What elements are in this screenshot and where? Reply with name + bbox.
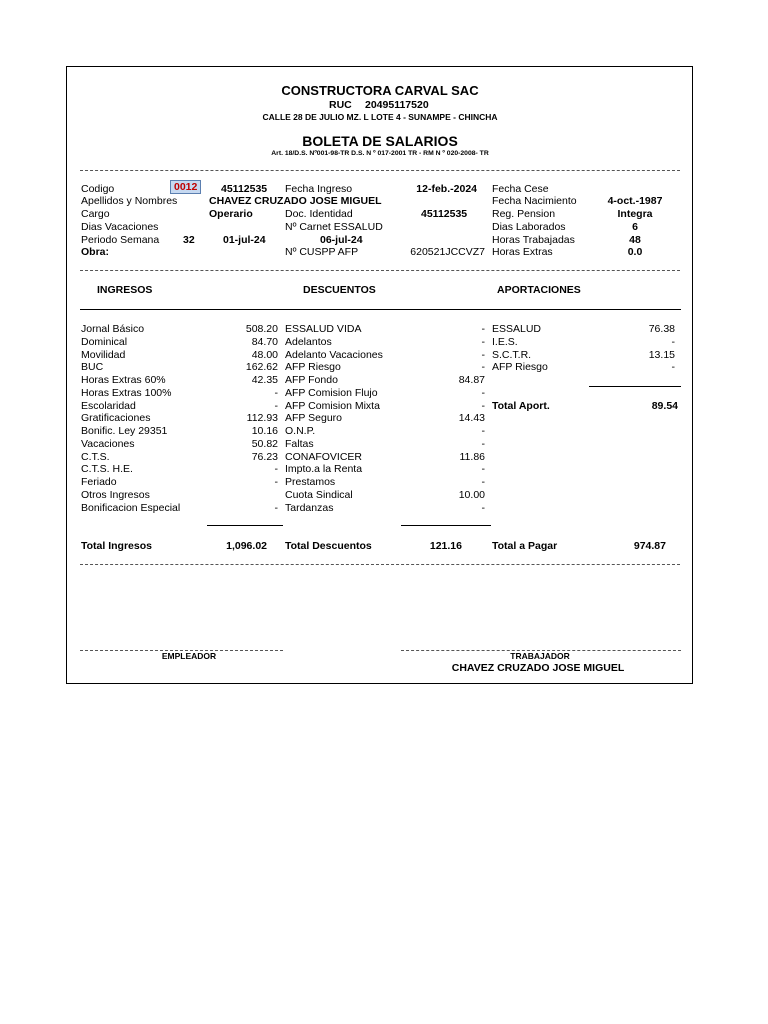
nombres-label: Apellidos y Nombres — [81, 195, 178, 207]
ingresos-header: INGRESOS — [97, 284, 153, 296]
descuento-label: CONAFOVICER — [285, 450, 363, 463]
company-name: CONSTRUCTORA CARVAL SAC — [281, 83, 479, 98]
document-title: BOLETA DE SALARIOS — [302, 133, 458, 149]
descuento-label: Cuota Sindical — [285, 488, 353, 501]
ingreso-value: 84.70 — [251, 335, 278, 348]
horas-trabajadas-label: Horas Trabajadas — [492, 234, 575, 246]
ingreso-label: Gratificaciones — [81, 412, 151, 425]
empleador-label: EMPLEADOR — [161, 651, 217, 661]
descuento-value: - — [481, 463, 485, 476]
trabajador-name: CHAVEZ CRUZADO JOSE MIGUEL — [451, 662, 625, 674]
reg-pension-label: Reg. Pension — [492, 208, 556, 220]
divider — [80, 564, 680, 565]
obra-label: Obra: — [81, 246, 110, 258]
ingreso-label: C.T.S. — [81, 450, 110, 463]
ingreso-label: BUC — [81, 361, 104, 374]
descuento-value: - — [481, 386, 485, 399]
ingreso-value: 76.23 — [251, 450, 278, 463]
ingresos-subtotal-rule — [207, 525, 283, 526]
ingreso-label: Vacaciones — [81, 437, 135, 450]
ingreso-value: 508.20 — [245, 323, 278, 335]
ruc-value: 20495117520 — [365, 99, 429, 111]
nombres-value: CHAVEZ CRUZADO JOSE MIGUEL — [209, 195, 382, 207]
ingreso-label: Otros Ingresos — [81, 488, 150, 501]
descuento-value: 14.43 — [458, 412, 485, 425]
periodo-hasta: 06-jul-24 — [320, 234, 363, 246]
ingreso-label: Bonific. Ley 29351 — [81, 425, 168, 437]
periodo-desde: 01-jul-24 — [223, 234, 266, 246]
ingreso-value: - — [274, 501, 278, 514]
descuento-value: - — [481, 399, 485, 412]
descuento-value: - — [481, 476, 485, 488]
descuento-label: AFP Comision Mixta — [285, 399, 380, 412]
doc-identidad-value: 45112535 — [421, 208, 468, 220]
total-descuentos-value: 121.16 — [429, 540, 462, 552]
carnet-essalud-label: Nº Carnet ESSALUD — [285, 221, 383, 233]
descuento-value: 11.86 — [459, 450, 485, 463]
cuspp-label: Nº CUSPP AFP — [285, 246, 359, 258]
fecha-ingreso-label: Fecha Ingreso — [285, 183, 353, 195]
ingreso-label: Horas Extras 60% — [81, 374, 166, 386]
total-aport-value: 89.54 — [651, 400, 678, 412]
aportacion-value: - — [671, 335, 675, 348]
ingreso-value: 48.00 — [251, 348, 278, 361]
aportaciones-subtotal-rule — [589, 386, 681, 387]
aportacion-label: ESSALUD — [492, 323, 542, 335]
descuento-label: Adelantos — [285, 335, 332, 348]
total-ingresos-label: Total Ingresos — [81, 540, 152, 552]
ingreso-label: Dominical — [81, 335, 128, 348]
descuentos-header: DESCUENTOS — [303, 284, 376, 296]
descuento-value: - — [481, 335, 485, 348]
aportacion-label: S.C.T.R. — [492, 348, 532, 361]
ingreso-label: C.T.S. H.E. — [81, 463, 133, 476]
descuento-label: Faltas — [285, 437, 314, 450]
doc-identidad-label: Doc. Identidad — [285, 208, 353, 220]
total-ingresos-value: 1,096.02 — [226, 540, 267, 552]
descuento-value: - — [481, 348, 485, 361]
fecha-nacimiento-value: 4-oct.-1987 — [607, 195, 663, 207]
total-pagar-value: 974.87 — [633, 540, 666, 552]
ingreso-label: Bonificacion Especial — [81, 501, 181, 514]
ingreso-label: Feriado — [81, 476, 117, 488]
aportacion-label: AFP Riesgo — [492, 361, 548, 374]
horas-extras-label: Horas Extras — [492, 246, 553, 258]
ingreso-value: 112.93 — [246, 412, 278, 425]
periodo-semana-label: Periodo Semana — [81, 234, 160, 246]
aportacion-label: I.E.S. — [492, 335, 518, 348]
codigo-label: Codigo — [81, 183, 115, 195]
horas-trabajadas-value: 48 — [629, 234, 641, 246]
ingreso-value: - — [274, 463, 278, 476]
fecha-ingreso-value: 12-feb.-2024 — [416, 183, 477, 195]
descuento-value: - — [481, 437, 485, 450]
descuentos-subtotal-rule — [401, 525, 491, 526]
ingreso-value: 10.16 — [251, 425, 278, 437]
total-descuentos-label: Total Descuentos — [285, 540, 372, 552]
cargo-label: Cargo — [81, 208, 110, 220]
descuento-value: 10.00 — [458, 488, 485, 501]
descuento-label: Impto.a la Renta — [285, 463, 363, 476]
ingreso-value: - — [274, 386, 278, 399]
ingreso-value: - — [274, 399, 278, 412]
total-aport-label: Total Aport. — [492, 400, 550, 412]
ingreso-label: Horas Extras 100% — [81, 386, 172, 399]
legal-reference: Art. 18/D.S. Nº001-98-TR D.S. N º 017-2001 TR - RM N º 020-2008- TR — [271, 150, 489, 157]
descuento-label: AFP Fondo — [285, 374, 338, 386]
fecha-nacimiento-label: Fecha Nacimiento — [492, 195, 577, 207]
descuento-label: ESSALUD VIDA — [285, 323, 362, 335]
total-pagar-label: Total a Pagar — [492, 540, 558, 552]
descuento-label: AFP Riesgo — [285, 361, 341, 374]
ingreso-label: Escolaridad — [81, 399, 136, 412]
descuento-label: Adelanto Vacaciones — [285, 348, 383, 361]
descuento-value: 84.87 — [458, 374, 485, 386]
descuento-value: - — [481, 425, 485, 437]
descuento-label: O.N.P. — [285, 425, 316, 437]
divider — [80, 170, 680, 171]
ingreso-value: 42.35 — [251, 374, 278, 386]
descuento-label: AFP Comision Flujo — [285, 386, 378, 399]
company-address: CALLE 28 DE JULIO MZ. L LOTE 4 - SUNAMPE - CHINCHA — [262, 112, 498, 122]
ruc-label: RUC — [329, 99, 352, 111]
divider — [80, 270, 680, 271]
dias-laborados-value: 6 — [632, 221, 638, 233]
descuento-label: Prestamos — [285, 476, 336, 488]
descuento-value: - — [481, 323, 485, 335]
ingreso-label: Jornal Básico — [81, 323, 145, 335]
aportaciones-header: APORTACIONES — [497, 284, 581, 296]
fecha-cese-label: Fecha Cese — [492, 183, 549, 195]
horas-extras-value: 0.0 — [627, 246, 643, 258]
aportacion-value: 13.15 — [648, 348, 675, 361]
ingreso-value: 50.82 — [251, 437, 278, 450]
cuspp-value: 620521JCCVZ7 — [410, 246, 485, 258]
dias-vacaciones-label: Dias Vacaciones — [81, 221, 159, 233]
descuento-value: - — [481, 361, 485, 374]
descuento-label: AFP Seguro — [285, 412, 343, 425]
section-rule — [80, 309, 681, 310]
codigo-dni: 45112535 — [221, 183, 268, 195]
ingreso-value: 162.62 — [245, 361, 278, 374]
descuento-value: - — [481, 501, 485, 514]
aportacion-value: - — [671, 361, 675, 374]
trabajador-label: TRABAJADOR — [510, 651, 570, 661]
codigo-value: 0012 — [170, 180, 201, 194]
reg-pension-value: Integra — [617, 208, 653, 220]
ingreso-value: - — [274, 476, 278, 488]
ingreso-label: Movilidad — [81, 348, 126, 361]
cargo-value: Operario — [209, 208, 253, 220]
descuento-label: Tardanzas — [285, 501, 334, 514]
aportacion-value: 76.38 — [648, 323, 675, 335]
dias-laborados-label: Dias Laborados — [492, 221, 566, 233]
periodo-semana-number: 32 — [183, 234, 195, 246]
